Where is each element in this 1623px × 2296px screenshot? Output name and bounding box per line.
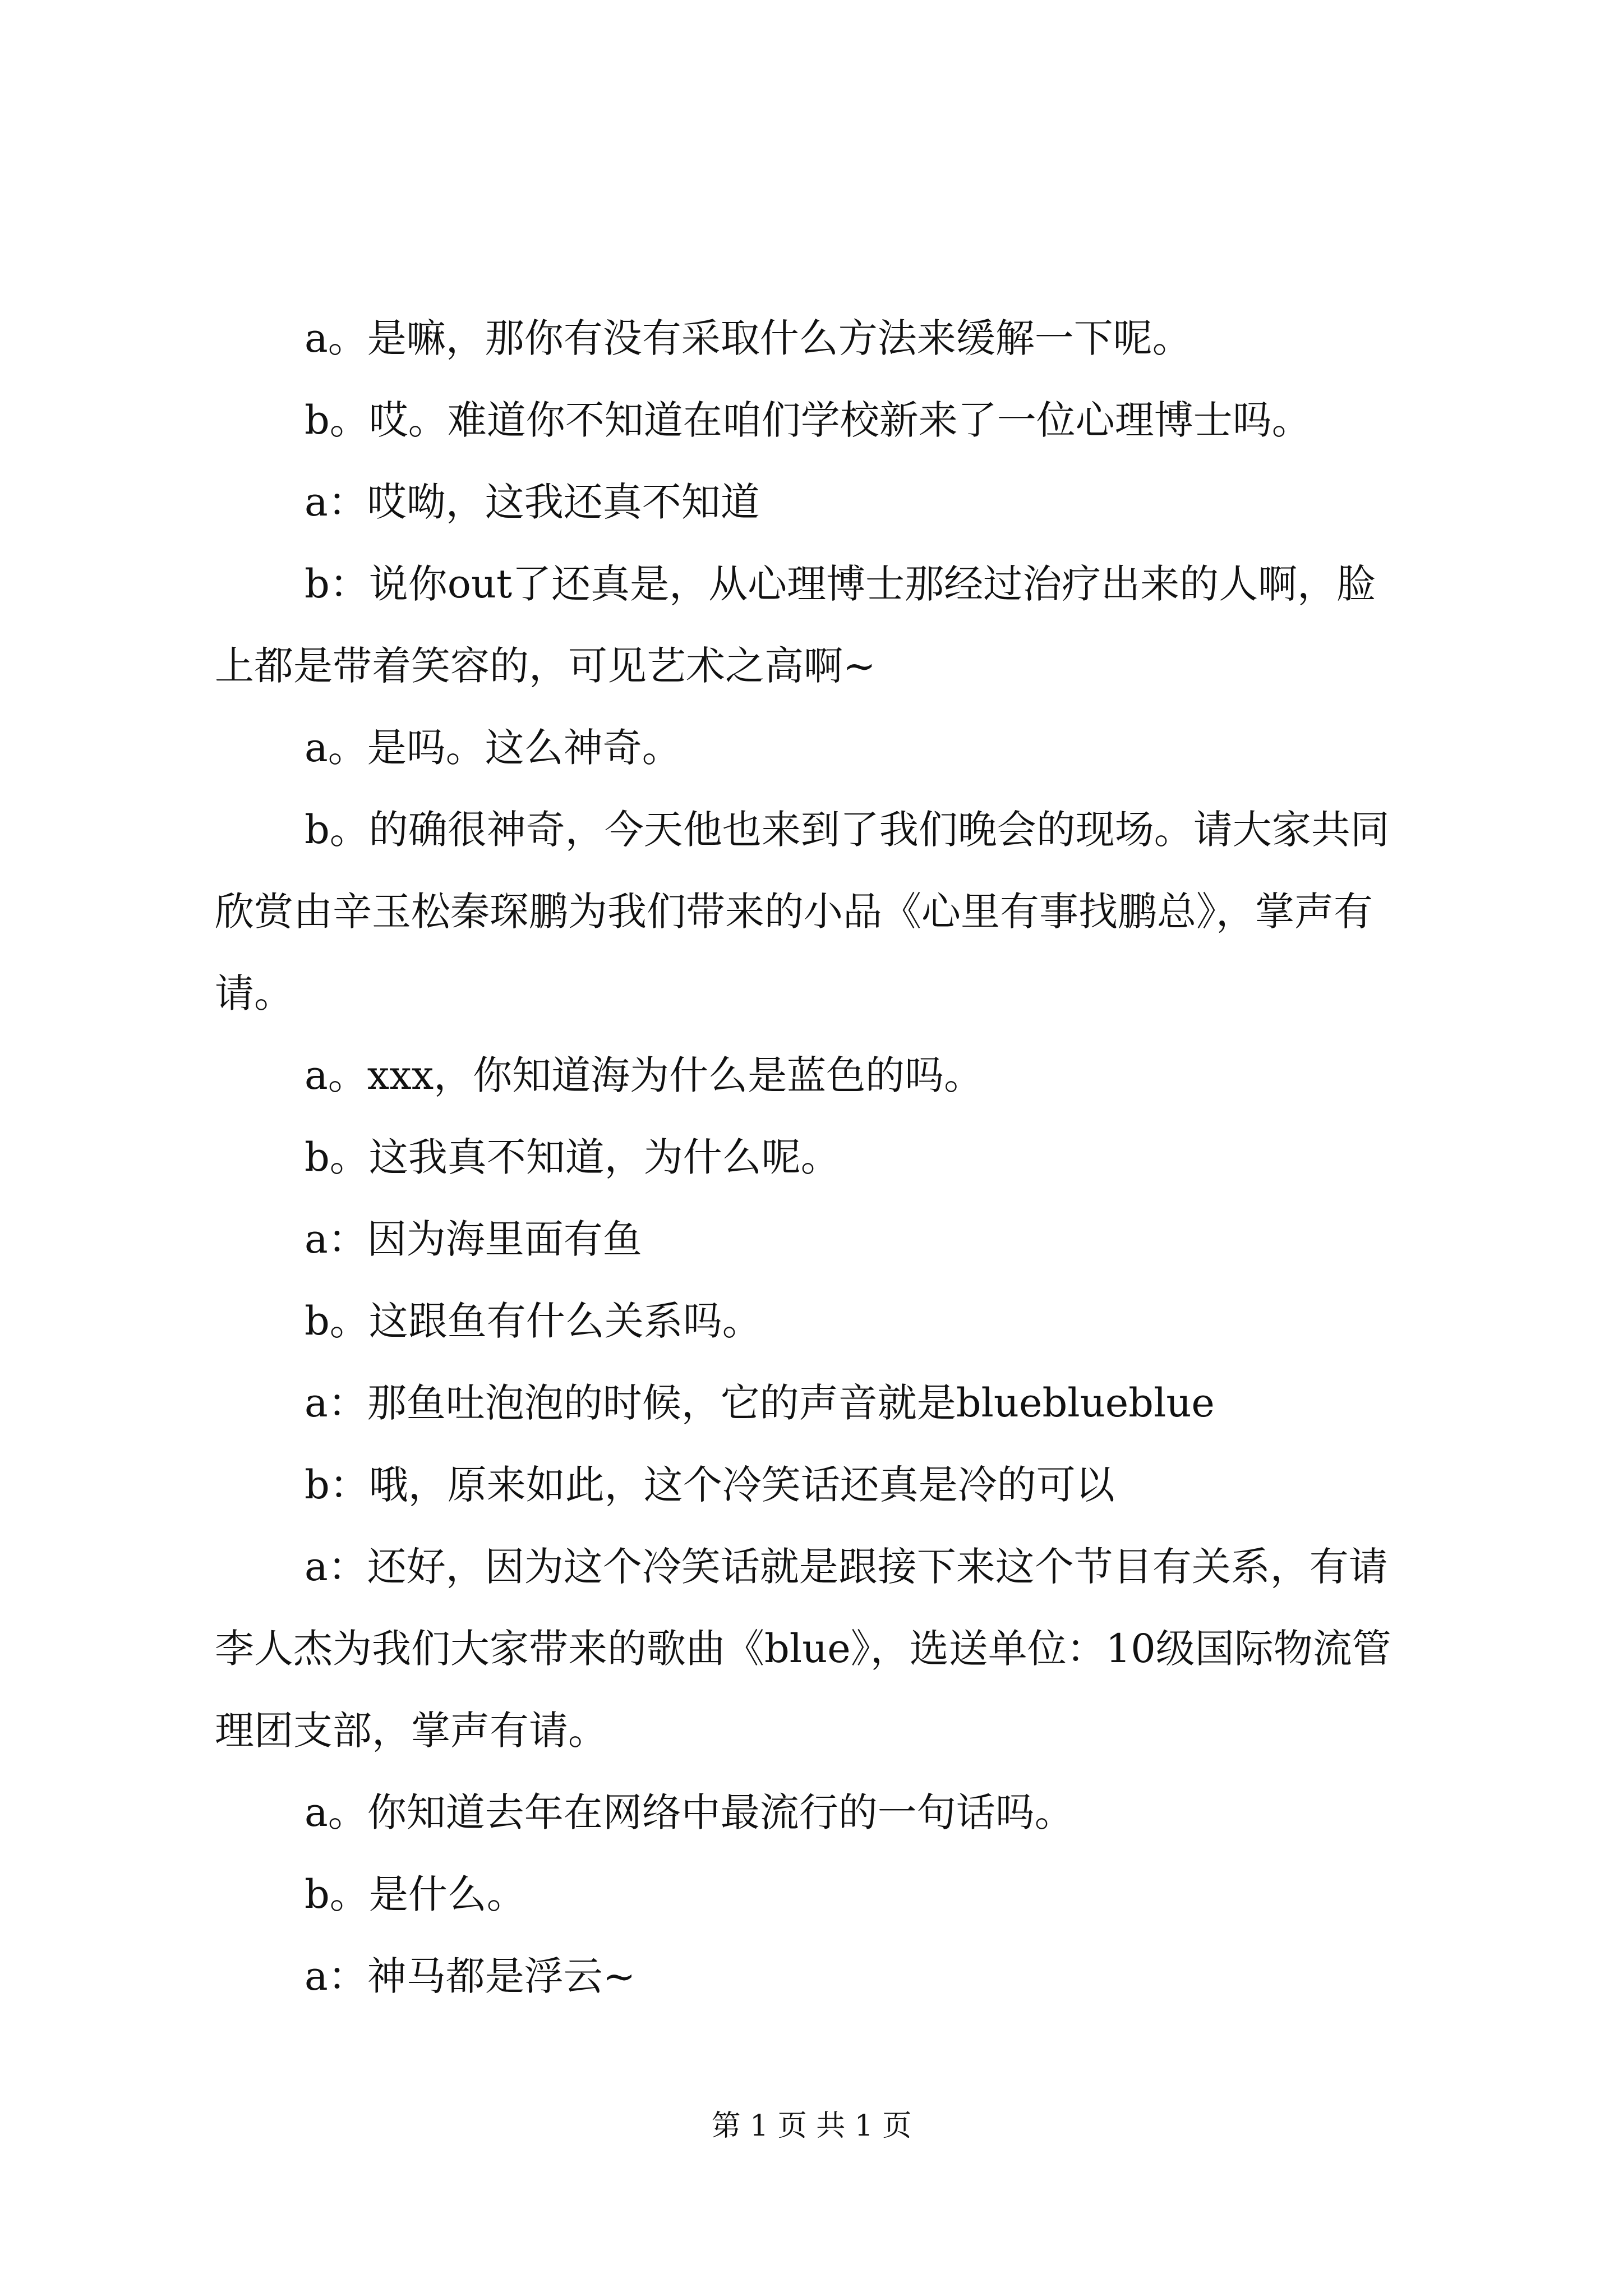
dialogue-line: a。是嘛，那你有没有采取什么方法来缓解一下呢。	[305, 315, 1192, 361]
dialogue-line: a：哎呦，这我还真不知道	[305, 479, 760, 525]
dialogue-line: b：哦，原来如此，这个冷笑话还真是冷的可以	[305, 1462, 1115, 1508]
dialogue-line: a：那鱼吐泡泡的时候，它的声音就是blueblueblue	[305, 1380, 1215, 1426]
dialogue-line: b：说你out了还真是，从心理博士那经过治疗出来的人啊，脸上都是带着笑容的，可见艺术之高啊~	[215, 561, 1376, 689]
dialogue-line: a：神马都是浮云~	[305, 1953, 636, 1999]
dialogue-line: b。这我真不知道，为什么呢。	[305, 1134, 840, 1180]
dialogue-line: a。你知道去年在网络中最流行的一句话吗。	[305, 1789, 1074, 1835]
dialogue-line: a：还好，因为这个冷笑话就是跟接下来这个节目有关系，有请李人杰为我们大家带来的歌曲《blue》，选送单位：10级国际物流管理团支部，掌声有请。	[215, 1544, 1391, 1754]
document-body	[215, 297, 1415, 2017]
dialogue-line: b。的确很神奇，今天他也来到了我们晚会的现场。请大家共同欣赏由辛玉松秦琛鹏为我们带来的小品《心里有事找鹏总》，掌声有请。	[215, 807, 1390, 1016]
dialogue-line: b。哎。难道你不知道在咱们学校新来了一位心理博士吗。	[305, 397, 1311, 443]
dialogue-line: b。这跟鱼有什么关系吗。	[305, 1298, 762, 1344]
dialogue-line: a。xxx，你知道海为什么是蓝色的吗。	[305, 1052, 984, 1098]
page-footer: 第 1 页 共 1 页	[711, 2109, 912, 2143]
dialogue-line: a。是吗。这么神奇。	[305, 725, 681, 771]
dialogue-line: a：因为海里面有鱼	[305, 1216, 642, 1262]
dialogue-line: b。是什么。	[305, 1871, 526, 1917]
